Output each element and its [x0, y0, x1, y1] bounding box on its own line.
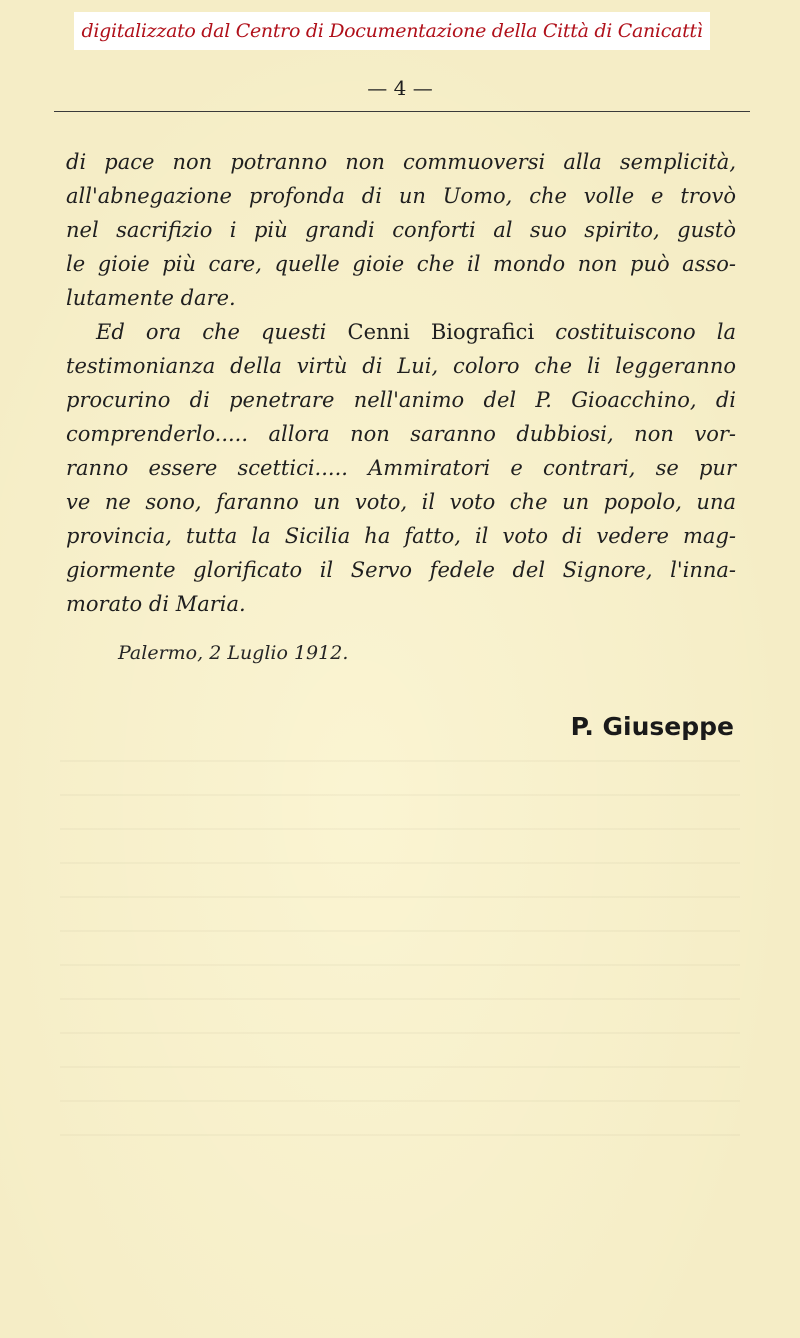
text-line: ranno essere scettici..... Ammiratori e contrari, se pur — [66, 456, 736, 480]
text-line: all'abnegazione profonda di un Uomo, che volle e trovò — [66, 184, 736, 208]
text-line: di pace non potranno non commuoversi alla semplicità, — [66, 150, 736, 174]
text-line: provincia, tutta la Sicilia ha fatto, il voto di vedere mag- — [66, 524, 736, 548]
text-line: procurino di penetrare nell'animo del P. Gioacchino, di — [66, 388, 736, 412]
body-text — [66, 145, 736, 621]
paragraph-opening-line — [66, 315, 736, 349]
paragraph-opening-start: Ed ora che questi — [96, 320, 327, 344]
text-line: le gioie più care, quelle gioie che il mondo non può asso- — [66, 252, 736, 276]
text-line: testimonianza della virtù di Lui, coloro che li leggeranno — [66, 354, 736, 378]
paragraph-opening-end: costituiscono la — [555, 320, 736, 344]
text-line: lutamente dare. — [66, 286, 236, 310]
header-rule — [54, 111, 750, 112]
show-through-texture — [60, 760, 740, 1140]
text-line: comprenderlo..... allora non saranno dubbiosi, non vor- — [66, 422, 736, 446]
text-line: morato di Maria. — [66, 592, 246, 616]
page-number: — 4 — — [367, 76, 433, 100]
dateline: Palermo, 2 Luglio 1912. — [118, 642, 349, 664]
text-line: giormente glorificato il Servo fedele del Signore, l'inna- — [66, 558, 736, 582]
book-title: Cenni Biografici — [347, 320, 535, 344]
text-line: ve ne sono, faranno un voto, il voto che un popolo, una — [66, 490, 736, 514]
digitization-banner: digitalizzato dal Centro di Documentazione della Città di Canicattì — [74, 12, 710, 50]
text-line: nel sacrifizio i più grandi conforti al suo spirito, gustò — [66, 218, 736, 242]
signature: P. Giuseppe — [570, 712, 734, 741]
